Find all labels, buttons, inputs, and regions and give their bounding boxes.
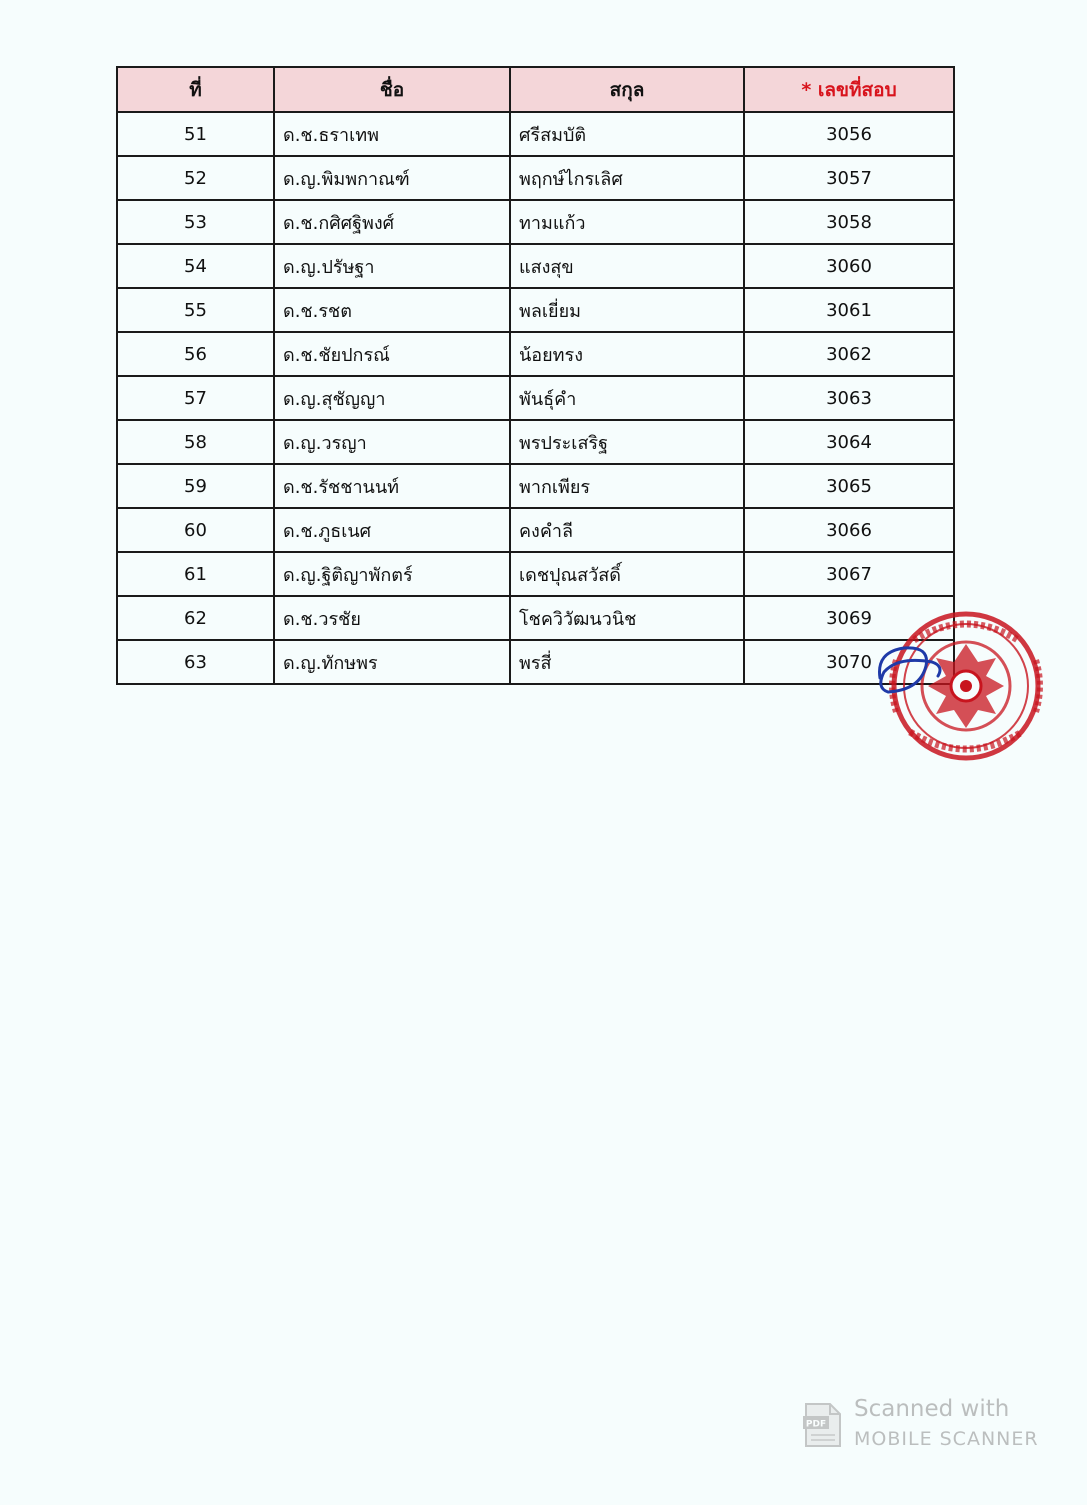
student-list-sheet: [116, 66, 947, 685]
pdf-document-icon: [802, 1402, 842, 1448]
table-row: [117, 244, 954, 288]
header-name: ชื่อ: [274, 67, 510, 112]
row-surname: พันธุ์คำ: [510, 376, 744, 420]
row-exam-number: 3060: [744, 244, 954, 288]
row-number: 54: [117, 244, 274, 288]
row-surname: คงคำลี: [510, 508, 744, 552]
row-name: ด.ญ.สุชัญญา: [274, 376, 510, 420]
seal-stamp: [892, 614, 1040, 758]
table-row: [117, 376, 954, 420]
row-surname: เดชปุณสวัสดิ์: [510, 552, 744, 596]
row-number: 52: [117, 156, 274, 200]
row-number: 61: [117, 552, 274, 596]
row-name: ด.ช.ธราเทพ: [274, 112, 510, 156]
row-exam-number: 3067: [744, 552, 954, 596]
table-row: [117, 640, 954, 684]
row-surname: น้อยทรง: [510, 332, 744, 376]
row-exam-number: 3056: [744, 112, 954, 156]
row-number: 51: [117, 112, 274, 156]
row-number: 59: [117, 464, 274, 508]
row-surname: แสงสุข: [510, 244, 744, 288]
row-number: 63: [117, 640, 274, 684]
row-number: 60: [117, 508, 274, 552]
row-exam-number: 3064: [744, 420, 954, 464]
row-surname: พรประเสริฐ: [510, 420, 744, 464]
table-row: [117, 288, 954, 332]
row-number: 55: [117, 288, 274, 332]
row-name: ด.ช.วรชัย: [274, 596, 510, 640]
table-body: [117, 112, 954, 684]
row-exam-number: 3065: [744, 464, 954, 508]
row-name: ด.ญ.พิมพกาณฑ์: [274, 156, 510, 200]
row-surname: พากเพียร: [510, 464, 744, 508]
row-exam-number: 3061: [744, 288, 954, 332]
header-exam-number: * เลขที่สอบ: [744, 67, 954, 112]
row-name: ด.ญ.ปรัษฐา: [274, 244, 510, 288]
table-header-row: [117, 67, 954, 112]
row-exam-number: 3066: [744, 508, 954, 552]
row-surname: ศรีสมบัติ: [510, 112, 744, 156]
table-row: [117, 200, 954, 244]
row-name: ด.ญ.วรญา: [274, 420, 510, 464]
row-name: ด.ญ.ทักษพร: [274, 640, 510, 684]
table-row: [117, 552, 954, 596]
table-row: [117, 596, 954, 640]
row-name: ด.ช.กศิศฐิพงศ์: [274, 200, 510, 244]
row-exam-number: 3058: [744, 200, 954, 244]
row-number: 58: [117, 420, 274, 464]
table-row: [117, 464, 954, 508]
row-number: 57: [117, 376, 274, 420]
row-number: 53: [117, 200, 274, 244]
table-row: [117, 332, 954, 376]
row-name: ด.ช.ภูธเนศ: [274, 508, 510, 552]
row-exam-number: 3069: [744, 596, 954, 640]
row-exam-number: 3062: [744, 332, 954, 376]
row-number: 56: [117, 332, 274, 376]
table-row: [117, 156, 954, 200]
row-surname: พรสี่: [510, 640, 744, 684]
scanner-watermark: [800, 1396, 1050, 1456]
row-surname: ทามแก้ว: [510, 200, 744, 244]
student-roster-table: [116, 66, 955, 685]
row-surname: โชควิวัฒนวนิช: [510, 596, 744, 640]
row-exam-number: 3063: [744, 376, 954, 420]
school-seal-icon: [874, 600, 1044, 772]
watermark-line-1: Scanned with: [854, 1396, 1010, 1422]
table-row: [117, 420, 954, 464]
row-surname: พลเยี่ยม: [510, 288, 744, 332]
row-name: ด.ช.รัชชานนท์: [274, 464, 510, 508]
pdf-icon-label: PDF: [805, 1419, 827, 1430]
row-exam-number: 3070: [744, 640, 954, 684]
table-row: [117, 508, 954, 552]
row-name: ด.ช.ชัยปกรณ์: [274, 332, 510, 376]
row-name: ด.ช.รชต: [274, 288, 510, 332]
table-row: [117, 112, 954, 156]
row-name: ด.ญ.ฐิติญาพักตร์: [274, 552, 510, 596]
row-exam-number: 3057: [744, 156, 954, 200]
header-number: ที่: [117, 67, 274, 112]
header-surname: สกุล: [510, 67, 744, 112]
row-surname: พฤกษ์ไกรเลิศ: [510, 156, 744, 200]
row-number: 62: [117, 596, 274, 640]
watermark-line-2: MOBILE SCANNER: [854, 1428, 1039, 1450]
